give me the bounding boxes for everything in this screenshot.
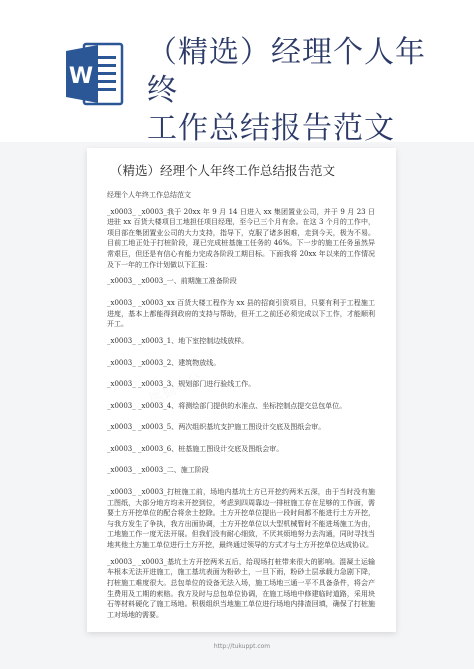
section-heading: _x0003_ _x0003_二、施工阶段: [107, 466, 209, 475]
footer-url: http://tukuppt.com: [213, 643, 271, 650]
paragraph: _x0003_ _x0003_xx 百货大楼工程作为 xx 县的招商引资项目，只要有利于工程施工进度，基本上都能得到政府的支持与帮助，但开工之前还必须完成以下工作，才能顺利开工。: [107, 298, 375, 329]
svg-text:W: W: [68, 64, 94, 89]
list-item: _x0003_ _x0003_3、规划部门进行验线工作。: [107, 380, 256, 389]
list-item: _x0003_ _x0003_6、桩基施工图设计交底及图纸会审。: [107, 444, 284, 453]
section-heading: _x0003_ _x0003_一、前期施工准备阶段: [107, 277, 237, 286]
document-title: （精选）经理个人年终工作总结报告范文: [110, 163, 336, 178]
paragraph: _x0003_ _x0003_我于 20xx 年 9 月 14 日进入 xx 集团置业公司，并于 9 月 23 日进驻 xx 百货大楼项目工地担任项目经理，至今已三个月有余。在这 3 个月的工作中，项目部在集团置业公司的大力支持，指导下，克服了诸多困难，走到今天，极为不易。目前工地正处于打桩阶段，现已完成桩基施工任务的 46%。下一步的施工任务虽然异常艰巨，但还是有信心有能力完成各阶段工期目标。下面我将 20xx 年以来的工作情况及下一年的工作计划做以下汇报：: [107, 207, 375, 269]
header-banner: [0, 0, 474, 146]
paragraph: _x0003_ _x0003_基坑土方开挖两米五后，给现场打桩带来很大的影响。混凝土运输车根本无法开进施工，施工基坑表面为粉砂土，一旦下雨，粉砂土层承载力急剧下降，打桩施工难度很大。总包单位的设备无法入场，施工场地三通一平不具备条件，将会产生费用及工期的索赔。我方及时与总包单位协调，在施工场地中修建临时道路，采用块石等材料硬化了施工场地。积极组织当地施工单位进行场地内排渣回填，确保了打桩施工对场地的需要。: [107, 557, 375, 619]
document-body: [107, 190, 375, 627]
word-document-icon: [66, 42, 124, 106]
list-item: _x0003_ _x0003_2、建筑物放线。: [107, 358, 221, 367]
list-item: _x0003_ _x0003_5、两次组织基坑支护施工图设计交底及图纸会审。: [107, 423, 326, 432]
document-subtitle: 经理个人年终工作总结范文: [107, 191, 191, 199]
paragraph: _x0003_ _x0003_打桩施工前，场地内基坑土方已开挖约两米五深，由于当时没有施工图纸，大部分地方均未开挖到位，考虑到四周靠边一排桩施工存在足够的工作面，需要土方开挖单位的配合将余土挖除。土方开挖单位提出一段时间都不能进行土方开挖，与我方发生了争执，我方出面协调，土方开挖单位以大型机械暂时不能进场施工为由，工地施工作一度无法开展。但我们没有耐心细致，不厌其烦地努力去沟通，同时寻找当地其他土方施工单位进行土方开挖，最终通过领导的方式才与土方开挖单位达成协议。: [107, 488, 375, 550]
banner-title: [147, 34, 447, 148]
list-item: _x0003_ _x0003_4、将测绘部门提供的水准点、坐标控制点提交总包单位。: [107, 401, 347, 410]
banner-title-line2: 工作总结报告范文: [147, 111, 395, 146]
list-item: _x0003_ _x0003_1、地下室控制边线放样。: [107, 336, 249, 345]
banner-title-line1: （精选）经理个人年终: [147, 35, 426, 108]
